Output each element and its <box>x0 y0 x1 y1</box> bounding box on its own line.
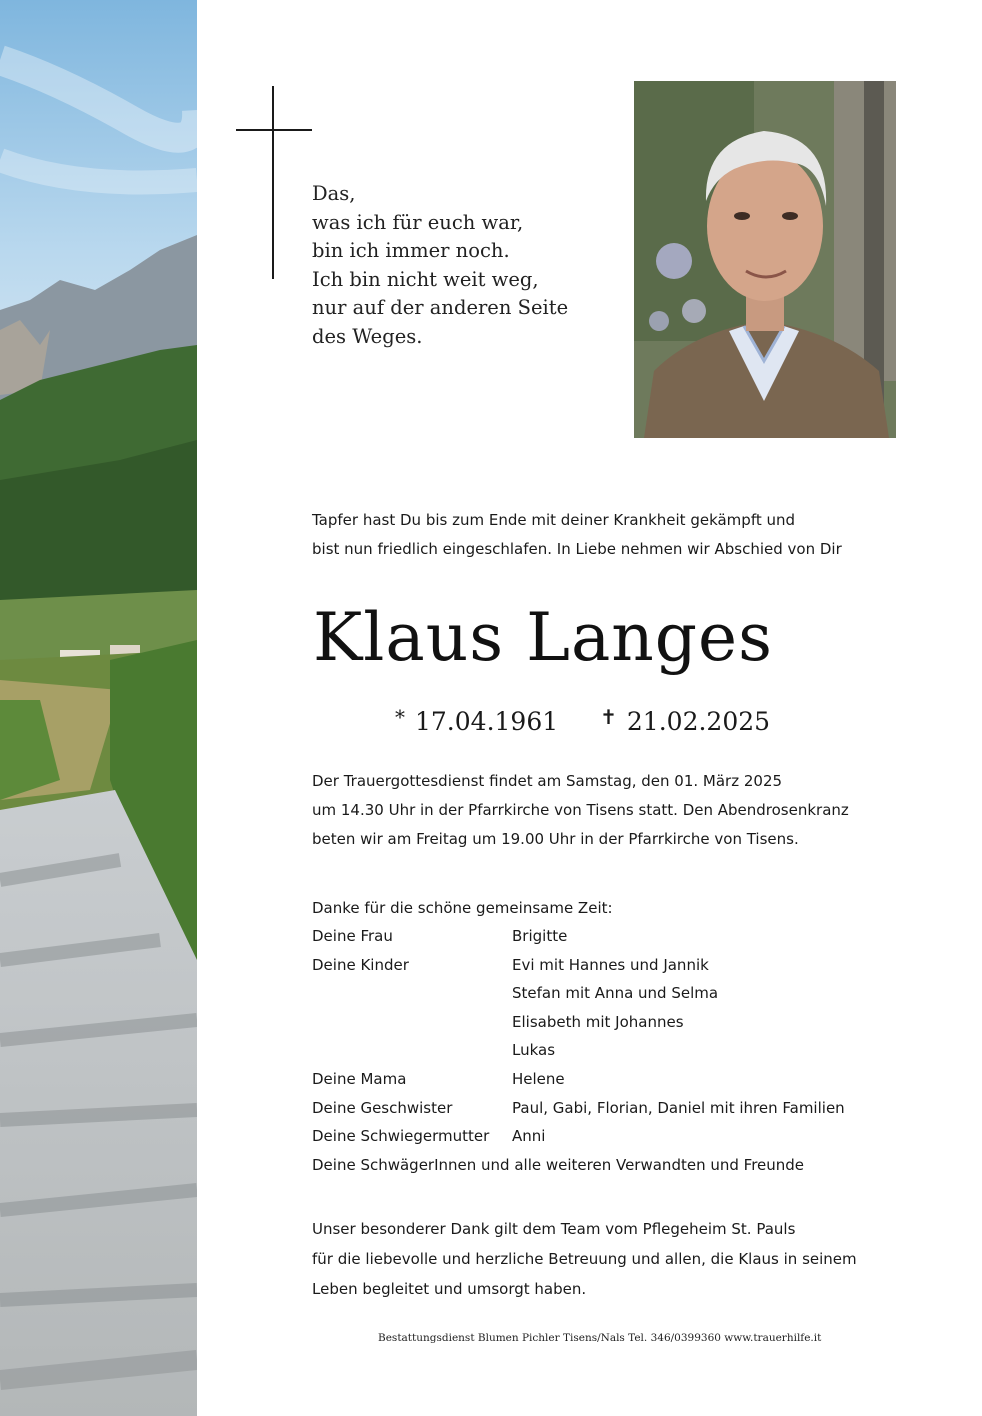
service-line: Der Trauergottesdienst findet am Samstag, den 01. März 2025 <box>312 772 783 790</box>
relative-label: Deine Mama <box>312 1069 407 1088</box>
relative-names: Evi mit Hannes und Jannik <box>512 955 709 974</box>
service-line: beten wir am Freitag um 19.00 Uhr in der Pfarrkirche von Tisens. <box>312 830 799 848</box>
relative-names: Stefan mit Anna und Selma <box>512 984 719 1003</box>
poem-line: was ich für euch war, <box>312 210 524 234</box>
poem-line: Ich bin nicht weit weg, <box>312 267 539 291</box>
portrait-photo <box>634 81 896 438</box>
birth-symbol: * <box>395 705 405 729</box>
death-date: 21.02.2025 <box>626 707 771 736</box>
death-cross-icon: ✝ <box>600 705 617 729</box>
relative-row <box>312 1008 932 1037</box>
funeral-service-footer: Bestattungsdienst Blumen Pichler Tisens/Nals Tel. 346/0399360 www.trauerhilfe.it <box>378 1332 822 1344</box>
relative-row <box>312 951 932 980</box>
poem <box>312 180 612 352</box>
poem-line: nur auf der anderen Seite <box>312 296 569 320</box>
birth-date: 17.04.1961 <box>415 707 559 736</box>
relative-row <box>312 1036 932 1065</box>
poem-line: des Weges. <box>312 324 423 348</box>
poem-line: Das, <box>312 182 356 205</box>
life-dates <box>395 697 895 742</box>
service-info <box>312 767 932 854</box>
relative-label: Deine Geschwister <box>312 1098 453 1117</box>
intro-line: Tapfer hast Du bis zum Ende mit deiner Krankheit gekämpft und <box>312 511 796 529</box>
closing-line: Leben begleitet und umsorgt haben. <box>312 1280 587 1298</box>
service-line: um 14.30 Uhr in der Pfarrkirche von Tisens statt. Den Abendrosenkranz <box>312 801 849 819</box>
relatives-final-line: Deine SchwägerInnen und alle weiteren Verwandten und Freunde <box>312 1155 805 1174</box>
deceased-name: Klaus Langes <box>313 599 773 676</box>
relative-names: Anni <box>512 1127 546 1146</box>
landscape-photo <box>0 0 197 1416</box>
relative-label: Deine Schwiegermutter <box>312 1127 490 1146</box>
relative-names: Lukas <box>512 1041 556 1060</box>
thanks-heading: Danke für die schöne gemeinsame Zeit: <box>312 899 613 917</box>
intro-text <box>312 506 912 564</box>
intro-line: bist nun friedlich eingeschlafen. In Liebe nehmen wir Abschied von Dir <box>312 540 842 558</box>
relative-names: Brigitte <box>512 927 568 945</box>
closing-text <box>312 1214 932 1304</box>
relative-row <box>312 922 932 951</box>
relative-row <box>312 1122 932 1151</box>
relative-names: Elisabeth mit Johannes <box>512 1012 684 1031</box>
relative-label: Deine Frau <box>312 927 393 945</box>
relative-label: Deine Kinder <box>312 955 409 974</box>
relative-row <box>312 1065 932 1094</box>
relative-row <box>312 1094 932 1123</box>
relative-names: Helene <box>512 1069 565 1088</box>
closing-line: Unser besonderer Dank gilt dem Team vom Pflegeheim St. Pauls <box>312 1220 796 1238</box>
relative-row <box>312 979 932 1008</box>
poem-line: bin ich immer noch. <box>312 239 510 263</box>
relatives-list <box>312 922 932 1179</box>
relative-names: Paul, Gabi, Florian, Daniel mit ihren Familien <box>512 1098 845 1117</box>
closing-line: für die liebevolle und herzliche Betreuung und allen, die Klaus in seinem <box>312 1250 857 1268</box>
